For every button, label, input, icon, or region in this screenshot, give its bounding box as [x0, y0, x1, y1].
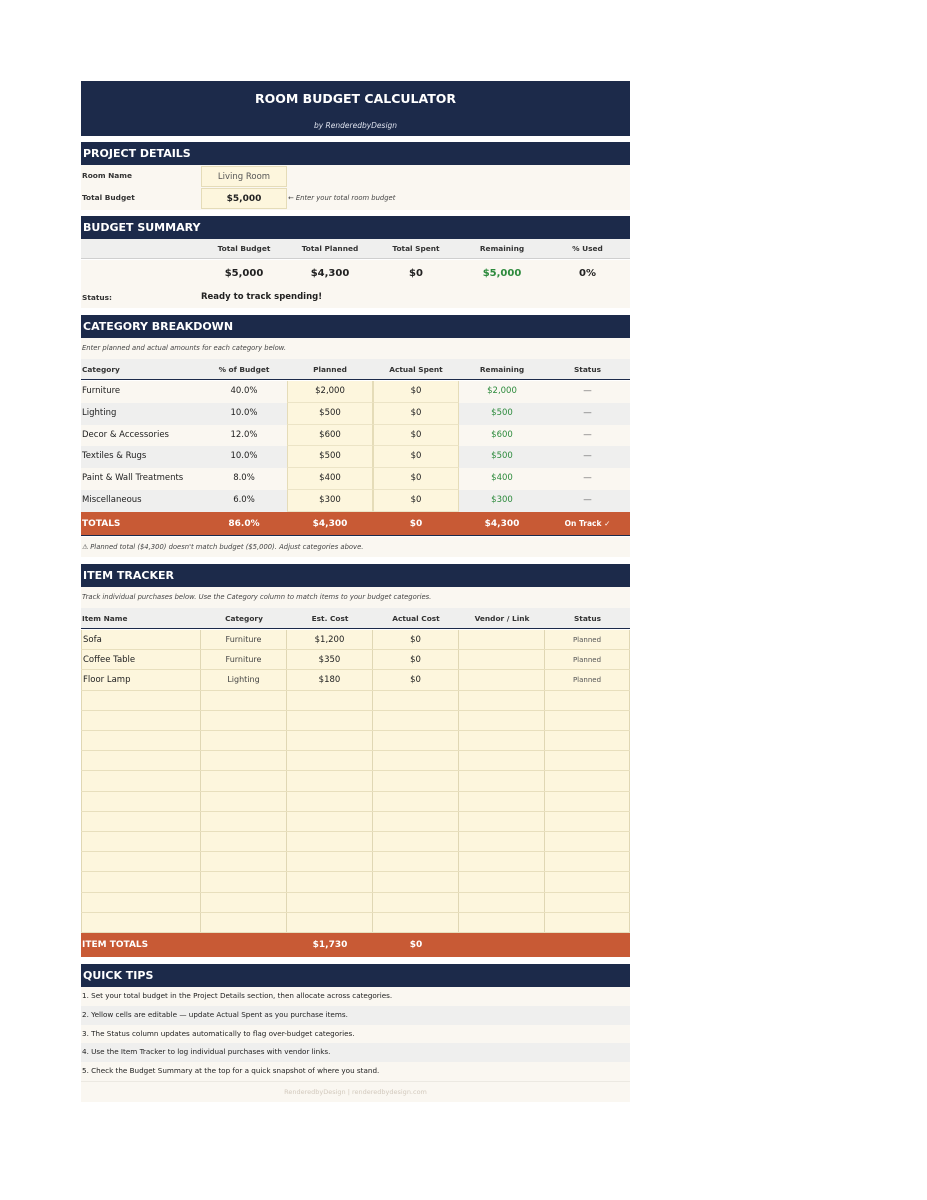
category-cell-actual-spent[interactable]: $0 — [373, 381, 459, 403]
category-header-planned: Planned — [313, 365, 347, 374]
item-header-item-name: Item Name — [82, 614, 128, 623]
item-cell-status[interactable] — [545, 872, 630, 892]
item-cell-status[interactable] — [545, 852, 630, 872]
item-cell-item-name[interactable] — [81, 872, 201, 892]
item-cell-est-cost[interactable] — [287, 731, 373, 751]
empty-item-row — [81, 771, 630, 791]
category-header-category: Category — [82, 365, 120, 374]
category-cell-percent-of-budget: 6.0% — [233, 495, 255, 505]
category-cell-remaining: $400 — [491, 473, 513, 484]
item-cell-item-name[interactable] — [81, 893, 201, 913]
category-row — [81, 381, 630, 403]
item-cell-vendor-link[interactable] — [459, 691, 545, 711]
category-cell-category: Textiles & Rugs — [82, 451, 147, 462]
item-cell-status[interactable] — [545, 751, 630, 771]
category-breakdown-header: CATEGORY BREAKDOWN — [81, 315, 630, 338]
item-cell-item-name[interactable] — [81, 792, 201, 812]
item-cell-est-cost[interactable]: $350 — [287, 650, 373, 670]
title-block — [81, 81, 630, 136]
item-cell-item-name[interactable] — [81, 731, 201, 751]
item-cell-actual-cost[interactable] — [373, 852, 459, 872]
item-cell-est-cost[interactable] — [287, 792, 373, 812]
page-title: ROOM BUDGET CALCULATOR — [255, 91, 456, 106]
item-cell-actual-cost[interactable] — [373, 812, 459, 832]
category-header-percent-of-budget: % of Budget — [218, 365, 270, 374]
item-cell-category[interactable] — [201, 691, 287, 711]
item-totals-est-cost: $1,730 — [312, 940, 348, 950]
quick-tips-header: QUICK TIPS — [81, 964, 630, 987]
item-cell-actual-cost[interactable] — [373, 872, 459, 892]
item-cell-category[interactable]: Furniture — [201, 630, 287, 650]
category-cell-actual-spent[interactable]: $0 — [373, 425, 459, 447]
item-cell-category[interactable] — [201, 812, 287, 832]
item-cell-est-cost[interactable] — [287, 771, 373, 791]
item-cell-status[interactable] — [545, 913, 630, 933]
item-totals-actual-cost: $0 — [409, 940, 423, 950]
tip-item: 3. The Status column updates automatically to flag over-budget categories. — [81, 1025, 630, 1044]
empty-item-row — [81, 792, 630, 812]
item-totals-row — [81, 933, 630, 957]
category-cell-planned[interactable]: $600 — [287, 425, 373, 447]
empty-item-row — [81, 893, 630, 913]
summary-header-total-budget: Total Budget — [217, 244, 271, 253]
item-cell-vendor-link[interactable] — [459, 913, 545, 933]
category-cell-status: — — [583, 429, 592, 440]
category-cell-planned[interactable]: $300 — [287, 490, 373, 512]
summary-values-row — [81, 260, 630, 287]
budget-summary-header: BUDGET SUMMARY — [81, 216, 630, 239]
category-cell-percent-of-budget: 40.0% — [230, 386, 258, 396]
category-cell-status: — — [583, 386, 592, 396]
item-table — [81, 630, 630, 933]
item-cell-actual-cost[interactable] — [373, 771, 459, 791]
byline: by RenderedbyDesign — [313, 121, 398, 130]
budget-hint: ← Enter your total room budget — [288, 194, 396, 202]
item-cell-item-name[interactable] — [81, 812, 201, 832]
item-cell-status[interactable]: Planned — [545, 630, 630, 650]
item-cell-actual-cost[interactable] — [373, 832, 459, 852]
totals-status: On Track ✓ — [564, 519, 611, 528]
item-cell-item-name[interactable] — [81, 711, 201, 731]
empty-item-row — [81, 731, 630, 751]
item-cell-category[interactable] — [201, 751, 287, 771]
totals-planned: $4,300 — [312, 519, 348, 529]
item-cell-vendor-link[interactable] — [459, 893, 545, 913]
item-cell-category[interactable]: Furniture — [201, 650, 287, 670]
item-cell-item-name[interactable] — [81, 691, 201, 711]
item-instruction: Track individual purchases below. Use the Category column to match items to your budget categories. — [81, 587, 630, 608]
empty-item-row — [81, 913, 630, 933]
item-cell-status[interactable] — [545, 812, 630, 832]
category-cell-percent-of-budget: 8.0% — [233, 473, 255, 484]
category-cell-category: Decor & Accessories — [82, 429, 169, 440]
category-cell-remaining: $2,000 — [487, 386, 517, 396]
tip-item: 4. Use the Item Tracker to log individual purchases with vendor links. — [81, 1043, 630, 1062]
item-row — [81, 630, 630, 650]
item-cell-status[interactable] — [545, 771, 630, 791]
category-cell-actual-spent[interactable]: $0 — [373, 468, 459, 490]
item-cell-vendor-link[interactable] — [459, 852, 545, 872]
project-details-header: PROJECT DETAILS — [81, 142, 630, 165]
item-cell-item-name[interactable] — [81, 832, 201, 852]
item-cell-actual-cost[interactable] — [373, 792, 459, 812]
tip-item: 1. Set your total budget in the Project Details section, then allocate across categories. — [81, 987, 630, 1006]
item-cell-category[interactable] — [201, 852, 287, 872]
category-cell-status: — — [583, 495, 592, 505]
item-cell-status[interactable] — [545, 832, 630, 852]
summary-header-percent-used: % Used — [572, 244, 603, 253]
category-cell-status: — — [583, 451, 592, 462]
category-cell-planned[interactable]: $500 — [287, 403, 373, 425]
item-cell-est-cost[interactable] — [287, 711, 373, 731]
empty-item-row — [81, 872, 630, 892]
item-cell-item-name[interactable]: Floor Lamp — [81, 670, 201, 690]
item-header-row — [81, 608, 630, 629]
item-cell-vendor-link[interactable] — [459, 812, 545, 832]
item-cell-item-name[interactable] — [81, 913, 201, 933]
item-cell-category[interactable]: Lighting — [201, 670, 287, 690]
summary-header-total-planned: Total Planned — [301, 244, 359, 253]
item-cell-actual-cost[interactable] — [373, 711, 459, 731]
item-cell-category[interactable] — [201, 832, 287, 852]
item-cell-vendor-link[interactable] — [459, 670, 545, 690]
totals-remaining: $4,300 — [484, 519, 520, 529]
empty-item-row — [81, 711, 630, 731]
item-cell-status[interactable] — [545, 792, 630, 812]
item-cell-est-cost[interactable]: $180 — [287, 670, 373, 690]
empty-item-row — [81, 751, 630, 771]
summary-header-row — [81, 239, 630, 259]
totals-actual-spent: $0 — [409, 519, 423, 529]
item-cell-actual-cost[interactable]: $0 — [373, 670, 459, 690]
category-header-actual-spent: Actual Spent — [389, 365, 443, 374]
category-cell-planned[interactable]: $2,000 — [287, 381, 373, 403]
category-cell-remaining: $300 — [491, 495, 513, 505]
item-cell-vendor-link[interactable] — [459, 872, 545, 892]
category-cell-category: Paint & Wall Treatments — [82, 473, 184, 484]
project-details-body — [81, 165, 630, 210]
item-header-vendor-link: Vendor / Link — [474, 614, 530, 623]
category-totals-row — [81, 512, 630, 536]
item-header-est-cost: Est. Cost — [311, 614, 349, 623]
item-header-actual-cost: Actual Cost — [392, 614, 440, 623]
category-cell-remaining: $600 — [491, 429, 513, 440]
item-cell-est-cost[interactable]: $1,200 — [287, 630, 373, 650]
item-cell-category[interactable] — [201, 731, 287, 751]
category-cell-actual-spent[interactable]: $0 — [373, 490, 459, 512]
totals-label: TOTALS — [82, 519, 121, 529]
category-cell-percent-of-budget: 12.0% — [230, 429, 258, 440]
empty-item-row — [81, 852, 630, 872]
total-budget-label: Total Budget — [82, 193, 135, 202]
item-cell-vendor-link[interactable] — [459, 771, 545, 791]
category-cell-category: Miscellaneous — [82, 495, 142, 505]
total-budget-input[interactable]: $5,000 — [201, 188, 287, 209]
item-cell-category[interactable] — [201, 711, 287, 731]
item-totals-label: ITEM TOTALS — [82, 940, 149, 950]
item-cell-actual-cost[interactable] — [373, 751, 459, 771]
category-cell-status: — — [583, 473, 592, 484]
item-cell-vendor-link[interactable] — [459, 751, 545, 771]
item-cell-status[interactable] — [545, 691, 630, 711]
summary-header-remaining: Remaining — [479, 244, 525, 253]
item-cell-actual-cost[interactable]: $0 — [373, 630, 459, 650]
item-cell-item-name[interactable]: Sofa — [81, 630, 201, 650]
item-cell-actual-cost[interactable] — [373, 731, 459, 751]
item-cell-est-cost[interactable] — [287, 913, 373, 933]
summary-value-remaining: $5,000 — [482, 268, 522, 279]
totals-percent-of-budget: 86.0% — [228, 519, 260, 529]
item-cell-actual-cost[interactable] — [373, 913, 459, 933]
empty-item-row — [81, 691, 630, 711]
item-cell-category[interactable] — [201, 792, 287, 812]
item-cell-vendor-link[interactable] — [459, 792, 545, 812]
item-cell-category[interactable] — [201, 913, 287, 933]
category-row — [81, 490, 630, 512]
item-cell-est-cost[interactable] — [287, 872, 373, 892]
category-cell-remaining: $500 — [491, 451, 513, 462]
tip-item: 5. Check the Budget Summary at the top for a quick snapshot of where you stand. — [81, 1062, 630, 1081]
category-cell-remaining: $500 — [491, 407, 513, 418]
category-cell-percent-of-budget: 10.0% — [230, 451, 258, 462]
quick-tips-list — [81, 987, 630, 1081]
item-cell-est-cost[interactable] — [287, 852, 373, 872]
item-cell-vendor-link[interactable] — [459, 711, 545, 731]
category-cell-actual-spent[interactable]: $0 — [373, 446, 459, 468]
summary-status-row — [81, 287, 630, 308]
category-cell-category: Furniture — [82, 386, 121, 396]
category-header-row — [81, 359, 630, 380]
item-cell-item-name[interactable] — [81, 751, 201, 771]
category-cell-category: Lighting — [82, 407, 117, 418]
category-cell-planned[interactable]: $500 — [287, 446, 373, 468]
category-header-status: Status — [573, 365, 602, 374]
item-header-category: Category — [225, 614, 263, 623]
summary-value-total-budget: $5,000 — [224, 268, 264, 279]
item-cell-actual-cost[interactable] — [373, 691, 459, 711]
item-cell-actual-cost[interactable] — [373, 893, 459, 913]
item-cell-actual-cost[interactable]: $0 — [373, 650, 459, 670]
item-cell-status[interactable]: Planned — [545, 670, 630, 690]
footer-credit: RenderedbyDesign | renderedbydesign.com — [81, 1081, 630, 1102]
item-cell-item-name[interactable] — [81, 771, 201, 791]
item-cell-vendor-link[interactable] — [459, 630, 545, 650]
category-row — [81, 468, 630, 490]
item-cell-item-name[interactable]: Coffee Table — [81, 650, 201, 670]
item-cell-category[interactable] — [201, 771, 287, 791]
item-cell-category[interactable] — [201, 893, 287, 913]
tip-item: 2. Yellow cells are editable — update Actual Spent as you purchase items. — [81, 1006, 630, 1025]
item-cell-vendor-link[interactable] — [459, 650, 545, 670]
summary-value-total-planned: $4,300 — [310, 268, 350, 279]
item-cell-vendor-link[interactable] — [459, 731, 545, 751]
item-cell-status[interactable] — [545, 893, 630, 913]
item-row — [81, 670, 630, 690]
item-cell-status[interactable] — [545, 731, 630, 751]
category-header-remaining: Remaining — [479, 365, 525, 374]
category-table — [81, 381, 630, 512]
category-cell-actual-spent[interactable]: $0 — [373, 403, 459, 425]
item-tracker-header: ITEM TRACKER — [81, 564, 630, 587]
item-cell-status[interactable]: Planned — [545, 650, 630, 670]
status-value: Ready to track spending! — [201, 292, 323, 302]
room-name-label: Room Name — [82, 171, 133, 180]
item-cell-est-cost[interactable] — [287, 751, 373, 771]
item-header-status: Status — [573, 614, 602, 623]
item-cell-vendor-link[interactable] — [459, 832, 545, 852]
empty-item-row — [81, 812, 630, 832]
item-cell-est-cost[interactable] — [287, 691, 373, 711]
item-cell-item-name[interactable] — [81, 852, 201, 872]
category-row — [81, 403, 630, 425]
item-cell-est-cost[interactable] — [287, 812, 373, 832]
category-cell-status: — — [583, 407, 592, 418]
category-cell-percent-of-budget: 10.0% — [230, 407, 258, 418]
category-cell-planned[interactable]: $400 — [287, 468, 373, 490]
category-row — [81, 425, 630, 447]
summary-value-total-spent: $0 — [409, 268, 423, 279]
item-cell-est-cost[interactable] — [287, 832, 373, 852]
room-name-input[interactable]: Living Room — [201, 166, 287, 187]
item-cell-category[interactable] — [201, 872, 287, 892]
item-cell-status[interactable] — [545, 711, 630, 731]
empty-item-row — [81, 832, 630, 852]
category-row — [81, 446, 630, 468]
summary-value-percent-used: 0% — [579, 268, 596, 279]
summary-header-total-spent: Total Spent — [392, 244, 440, 253]
budget-mismatch-warning: ⚠ Planned total ($4,300) doesn't match budget ($5,000). Adjust categories above. — [81, 537, 630, 557]
item-cell-est-cost[interactable] — [287, 893, 373, 913]
item-row — [81, 650, 630, 670]
category-instruction: Enter planned and actual amounts for each category below. — [81, 338, 630, 359]
status-label: Status: — [82, 293, 112, 302]
